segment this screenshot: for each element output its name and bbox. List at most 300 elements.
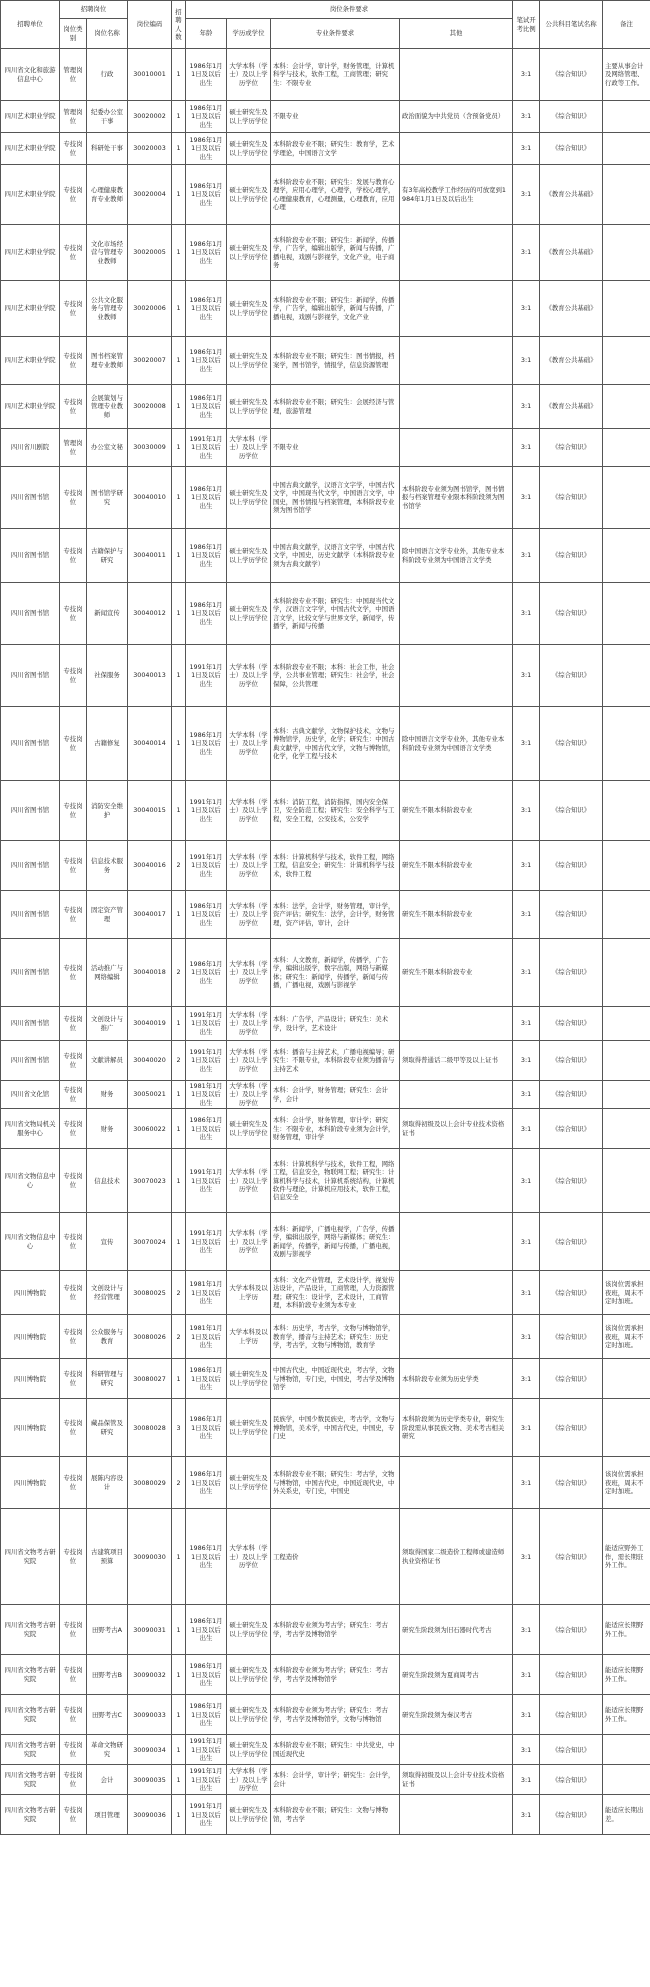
cell-age: 1986年1月1日及以后出生 — [186, 1655, 227, 1695]
cell-note — [603, 101, 650, 133]
cell-count: 1 — [172, 583, 186, 645]
cell-education: 大学本科（学士）及以上学历学位 — [227, 429, 271, 467]
cell-exam: 《综合知识》 — [540, 133, 603, 165]
cell-age: 1986年1月1日及以后出生 — [186, 467, 227, 529]
cell-unit: 四川省文物局机关服务中心 — [1, 1109, 60, 1149]
cell-exam: 《综合知识》 — [540, 1735, 603, 1765]
cell-age: 1991年1月1日及以后出生 — [186, 1149, 227, 1213]
cell-age: 1986年1月1日及以后出生 — [186, 891, 227, 939]
cell-other — [400, 49, 513, 101]
cell-other — [400, 645, 513, 707]
cell-note — [603, 429, 650, 467]
cell-code: 30040017 — [128, 891, 172, 939]
cell-education: 硕士研究生及以上学历学位 — [227, 165, 271, 225]
table-row — [1, 1213, 650, 1271]
cell-category: 专技岗位 — [60, 225, 87, 281]
cell-post-name: 活动推广与网络编辑 — [87, 939, 128, 1007]
cell-code: 30020002 — [128, 101, 172, 133]
cell-ratio: 3:1 — [513, 1605, 540, 1655]
cell-note — [603, 707, 650, 781]
cell-ratio: 3:1 — [513, 645, 540, 707]
cell-major: 本科阶段专业须为考古学；研究生：考古学，考古学及博物馆学 — [271, 1605, 400, 1655]
cell-category: 专技岗位 — [60, 1695, 87, 1735]
cell-age: 1986年1月1日及以后出生 — [186, 939, 227, 1007]
cell-ratio: 3:1 — [513, 939, 540, 1007]
table-row — [1, 1655, 650, 1695]
table-row — [1, 1109, 650, 1149]
cell-note — [603, 1149, 650, 1213]
cell-post-name: 革命文物研究 — [87, 1735, 128, 1765]
cell-count: 1 — [172, 891, 186, 939]
cell-note — [603, 281, 650, 337]
cell-post-name: 图书档案管理专业教师 — [87, 337, 128, 385]
cell-code: 30070023 — [128, 1149, 172, 1213]
cell-post-name: 文献讲解员 — [87, 1041, 128, 1081]
cell-note — [603, 529, 650, 583]
cell-ratio: 3:1 — [513, 1081, 540, 1109]
cell-major: 本科阶段专业不限；研究生：发展与教育心理学，应用心理学，心理学，学校心理学，心理健康教育，心理测量，心理教育，应用心理 — [271, 165, 400, 225]
cell-category: 专技岗位 — [60, 165, 87, 225]
cell-post-name: 文创设计与经营管理 — [87, 1271, 128, 1315]
cell-exam: 《综合知识》 — [540, 1149, 603, 1213]
cell-post-name: 固定资产管理 — [87, 891, 128, 939]
cell-code: 30090036 — [128, 1795, 172, 1835]
cell-note: 能适应长期野外工作。 — [603, 1605, 650, 1655]
cell-other — [400, 429, 513, 467]
cell-ratio: 3:1 — [513, 1735, 540, 1765]
cell-note — [603, 385, 650, 429]
cell-ratio: 3:1 — [513, 1041, 540, 1081]
cell-unit: 四川省文物考古研究院 — [1, 1509, 60, 1605]
cell-post-name: 古籍修复 — [87, 707, 128, 781]
cell-count: 1 — [172, 49, 186, 101]
cell-unit: 四川艺术职业学院 — [1, 165, 60, 225]
cell-other: 有3年高校教学工作经历的可放宽到1984年1月1日及以后出生 — [400, 165, 513, 225]
cell-age: 1986年1月1日及以后出生 — [186, 1457, 227, 1509]
cell-post-name: 新闻宣传 — [87, 583, 128, 645]
cell-ratio: 3:1 — [513, 385, 540, 429]
cell-count: 1 — [172, 1509, 186, 1605]
cell-unit: 四川省文物考古研究院 — [1, 1735, 60, 1765]
cell-unit: 四川博物院 — [1, 1315, 60, 1359]
cell-exam: 《综合知识》 — [540, 707, 603, 781]
cell-code: 30080025 — [128, 1271, 172, 1315]
cell-category: 专技岗位 — [60, 467, 87, 529]
cell-exam: 《综合知识》 — [540, 1007, 603, 1041]
cell-count: 1 — [172, 1081, 186, 1109]
cell-education: 硕士研究生及以上学历学位 — [227, 467, 271, 529]
cell-major: 民族学，中国少数民族史，考古学，文物与博物馆，美术学，中国古代史，中国史，专门史 — [271, 1399, 400, 1457]
cell-unit: 四川博物院 — [1, 1359, 60, 1399]
cell-education: 大学本科（学士）及以上学历学位 — [227, 1041, 271, 1081]
cell-ratio: 3:1 — [513, 1109, 540, 1149]
header-major: 专业条件要求 — [271, 19, 400, 49]
cell-ratio: 3:1 — [513, 1213, 540, 1271]
table-row — [1, 645, 650, 707]
cell-education: 大学本科（学士）及以上学历学位 — [227, 939, 271, 1007]
cell-count: 1 — [172, 101, 186, 133]
table-row — [1, 1735, 650, 1765]
cell-unit: 四川艺术职业学院 — [1, 133, 60, 165]
cell-note — [603, 891, 650, 939]
cell-other — [400, 337, 513, 385]
cell-ratio: 3:1 — [513, 165, 540, 225]
table-body — [1, 49, 650, 1835]
cell-note — [603, 781, 650, 841]
cell-other — [400, 1007, 513, 1041]
cell-other — [400, 1795, 513, 1835]
cell-other: 研究生不限本科阶段专业 — [400, 891, 513, 939]
cell-education: 硕士研究生及以上学历学位 — [227, 1359, 271, 1399]
cell-code: 30020003 — [128, 133, 172, 165]
cell-note — [603, 939, 650, 1007]
cell-exam: 《综合知识》 — [540, 1765, 603, 1795]
cell-post-name: 古建筑项目预算 — [87, 1509, 128, 1605]
cell-code: 30040011 — [128, 529, 172, 583]
cell-note — [603, 337, 650, 385]
cell-unit: 四川省图书馆 — [1, 781, 60, 841]
cell-unit: 四川艺术职业学院 — [1, 225, 60, 281]
cell-age: 1986年1月1日及以后出生 — [186, 1109, 227, 1149]
cell-major: 本科阶段专业不限；研究生：图书情报，档案学，图书馆学，情报学，信息资源管理 — [271, 337, 400, 385]
cell-post-name: 办公室文秘 — [87, 429, 128, 467]
cell-ratio: 3:1 — [513, 583, 540, 645]
cell-age: 1991年1月1日及以后出生 — [186, 1213, 227, 1271]
cell-education: 大学本科（学士）及以上学历学位 — [227, 891, 271, 939]
cell-education: 硕士研究生及以上学历学位 — [227, 1735, 271, 1765]
cell-category: 专技岗位 — [60, 707, 87, 781]
table-row — [1, 1605, 650, 1655]
cell-code: 30040014 — [128, 707, 172, 781]
cell-unit: 四川博物院 — [1, 1457, 60, 1509]
cell-code: 30040019 — [128, 1007, 172, 1041]
cell-exam: 《综合知识》 — [540, 1315, 603, 1359]
cell-unit: 四川博物院 — [1, 1399, 60, 1457]
cell-note — [603, 841, 650, 891]
cell-education: 大学本科（学士）及以上学历学位 — [227, 1007, 271, 1041]
cell-ratio: 3:1 — [513, 707, 540, 781]
table-header — [1, 1, 650, 49]
cell-code: 30080027 — [128, 1359, 172, 1399]
cell-category: 专技岗位 — [60, 1109, 87, 1149]
cell-category: 专技岗位 — [60, 1795, 87, 1835]
cell-education: 硕士研究生及以上学历学位 — [227, 583, 271, 645]
cell-education: 大学本科（学士）及以上学历学位 — [227, 781, 271, 841]
cell-post-name: 社保服务 — [87, 645, 128, 707]
cell-code: 30060022 — [128, 1109, 172, 1149]
cell-code: 30040010 — [128, 467, 172, 529]
cell-major: 本科阶段专业须为考古学；研究生：考古学，考古学及博物馆学 — [271, 1655, 400, 1695]
cell-exam: 《综合知识》 — [540, 781, 603, 841]
cell-post-name: 古籍保护与研究 — [87, 529, 128, 583]
cell-post-name: 田野考古A — [87, 1605, 128, 1655]
cell-category: 专技岗位 — [60, 645, 87, 707]
header-education: 学历或学位 — [227, 19, 271, 49]
cell-exam: 《综合知识》 — [540, 939, 603, 1007]
header-exam: 公共科目笔试名称 — [540, 1, 603, 49]
header-ratio: 笔试开考比例 — [513, 1, 540, 49]
cell-post-name: 信息技术服务 — [87, 841, 128, 891]
cell-category: 专技岗位 — [60, 1149, 87, 1213]
cell-count: 1 — [172, 1007, 186, 1041]
cell-age: 1991年1月1日及以后出生 — [186, 645, 227, 707]
cell-education: 硕士研究生及以上学历学位 — [227, 1605, 271, 1655]
table-row — [1, 165, 650, 225]
cell-age: 1991年1月1日及以后出生 — [186, 1735, 227, 1765]
table-row — [1, 841, 650, 891]
cell-note — [603, 645, 650, 707]
cell-category: 专技岗位 — [60, 1735, 87, 1765]
table-row — [1, 225, 650, 281]
cell-unit: 四川省文化和旅游信息中心 — [1, 49, 60, 101]
cell-age: 1981年1月1日及以后出生 — [186, 1081, 227, 1109]
cell-category: 管理岗位 — [60, 429, 87, 467]
cell-other: 研究生不限本科阶段专业 — [400, 939, 513, 1007]
cell-ratio: 3:1 — [513, 429, 540, 467]
cell-exam: 《综合知识》 — [540, 1399, 603, 1457]
cell-ratio: 3:1 — [513, 841, 540, 891]
cell-post-name: 信息技术 — [87, 1149, 128, 1213]
cell-code: 30090031 — [128, 1605, 172, 1655]
cell-exam: 《综合知识》 — [540, 841, 603, 891]
table-row — [1, 337, 650, 385]
cell-post-name: 图书馆学研究 — [87, 467, 128, 529]
cell-age: 1981年1月1日及以后出生 — [186, 1315, 227, 1359]
cell-post-name: 消防安全维护 — [87, 781, 128, 841]
cell-unit: 四川省文物考古研究院 — [1, 1765, 60, 1795]
cell-category: 管理岗位 — [60, 49, 87, 101]
cell-code: 30040012 — [128, 583, 172, 645]
cell-ratio: 3:1 — [513, 1509, 540, 1605]
header-requirements: 岗位条件要求 — [186, 1, 513, 19]
table-row — [1, 385, 650, 429]
cell-ratio: 3:1 — [513, 1007, 540, 1041]
cell-category: 专技岗位 — [60, 583, 87, 645]
cell-ratio: 3:1 — [513, 891, 540, 939]
cell-age: 1991年1月1日及以后出生 — [186, 841, 227, 891]
table-row — [1, 467, 650, 529]
cell-other: 须取得普通话二级甲等及以上证书 — [400, 1041, 513, 1081]
cell-unit: 四川省图书馆 — [1, 707, 60, 781]
cell-unit: 四川省文物考古研究院 — [1, 1795, 60, 1835]
cell-other: 除中国语言文学专业外，其他专业本科阶段专业须为中国语言文学类 — [400, 707, 513, 781]
table-row — [1, 891, 650, 939]
cell-other: 须取得国家二级造价工程师或建造师执业资格证书 — [400, 1509, 513, 1605]
cell-other — [400, 281, 513, 337]
cell-count: 1 — [172, 1605, 186, 1655]
cell-count: 1 — [172, 1765, 186, 1795]
cell-other — [400, 1457, 513, 1509]
cell-note — [603, 1765, 650, 1795]
cell-age: 1986年1月1日及以后出生 — [186, 385, 227, 429]
cell-ratio: 3:1 — [513, 467, 540, 529]
cell-note — [603, 1399, 650, 1457]
cell-unit: 四川省图书馆 — [1, 1041, 60, 1081]
cell-exam: 《综合知识》 — [540, 645, 603, 707]
cell-code: 30030009 — [128, 429, 172, 467]
cell-exam: 《综合知识》 — [540, 429, 603, 467]
table-row — [1, 1399, 650, 1457]
table-row — [1, 1041, 650, 1081]
cell-category: 专技岗位 — [60, 385, 87, 429]
cell-exam: 《综合知识》 — [540, 467, 603, 529]
cell-major: 本科阶段专业不限；研究生：文物与博物馆，考古学 — [271, 1795, 400, 1835]
cell-post-name: 会展策划与管理专业教师 — [87, 385, 128, 429]
cell-education: 大学本科及以上学历 — [227, 1271, 271, 1315]
cell-post-name: 公众服务与教育 — [87, 1315, 128, 1359]
cell-note — [603, 1041, 650, 1081]
cell-ratio: 3:1 — [513, 1765, 540, 1795]
cell-count: 1 — [172, 1695, 186, 1735]
cell-ratio: 3:1 — [513, 1795, 540, 1835]
cell-code: 30090030 — [128, 1509, 172, 1605]
cell-ratio: 3:1 — [513, 1149, 540, 1213]
cell-post-name: 心理健康教育专业教师 — [87, 165, 128, 225]
cell-code: 30020004 — [128, 165, 172, 225]
cell-category: 专技岗位 — [60, 281, 87, 337]
cell-category: 专技岗位 — [60, 337, 87, 385]
cell-age: 1986年1月1日及以后出生 — [186, 1359, 227, 1399]
cell-age: 1991年1月1日及以后出生 — [186, 781, 227, 841]
cell-code: 30040013 — [128, 645, 172, 707]
cell-age: 1986年1月1日及以后出生 — [186, 165, 227, 225]
cell-category: 专技岗位 — [60, 939, 87, 1007]
cell-category: 专技岗位 — [60, 781, 87, 841]
table-row — [1, 1149, 650, 1213]
cell-ratio: 3:1 — [513, 1271, 540, 1315]
cell-category: 专技岗位 — [60, 841, 87, 891]
cell-other: 须取得初级及以上会计专业技术资格证书 — [400, 1109, 513, 1149]
cell-education: 大学本科（学士）及以上学历学位 — [227, 707, 271, 781]
cell-count: 1 — [172, 467, 186, 529]
cell-major: 本科阶段专业不限；本科：社会工作，社会学，公共事业管理；研究生：社会学，社会保障，公共管理 — [271, 645, 400, 707]
cell-age: 1991年1月1日及以后出生 — [186, 1765, 227, 1795]
cell-age: 1986年1月1日及以后出生 — [186, 337, 227, 385]
cell-age: 1991年1月1日及以后出生 — [186, 429, 227, 467]
cell-exam: 《综合知识》 — [540, 49, 603, 101]
cell-major: 本科：计算机科学与技术，软件工程，网络工程，信息安全，物联网工程；研究生：计算机科学与技术，计算机系统结构，计算机软件与理论，计算机应用技术，软件工程，信息安全 — [271, 1149, 400, 1213]
cell-count: 1 — [172, 281, 186, 337]
table-row — [1, 1271, 650, 1315]
cell-note — [603, 583, 650, 645]
cell-post-name: 财务 — [87, 1081, 128, 1109]
cell-code: 30080026 — [128, 1315, 172, 1359]
cell-exam: 《教育公共基础》 — [540, 337, 603, 385]
cell-age: 1991年1月1日及以后出生 — [186, 1007, 227, 1041]
cell-code: 30010001 — [128, 49, 172, 101]
cell-age: 1986年1月1日及以后出生 — [186, 225, 227, 281]
cell-ratio: 3:1 — [513, 1655, 540, 1695]
cell-post-name: 会计 — [87, 1765, 128, 1795]
cell-category: 管理岗位 — [60, 101, 87, 133]
cell-category: 专技岗位 — [60, 1213, 87, 1271]
header-note: 备注 — [603, 1, 650, 49]
cell-exam: 《综合知识》 — [540, 1213, 603, 1271]
cell-count: 2 — [172, 841, 186, 891]
cell-code: 30040020 — [128, 1041, 172, 1081]
header-category: 岗位类别 — [60, 19, 87, 49]
cell-exam: 《综合知识》 — [540, 1109, 603, 1149]
cell-education: 大学本科（学士）及以上学历学位 — [227, 1149, 271, 1213]
table-row — [1, 1457, 650, 1509]
table-row — [1, 529, 650, 583]
cell-major: 本科：历史学，考古学，文物与博物馆学，教育学，播音与主持艺术；研究生：历史学，考古学，文物与博物馆，教育学 — [271, 1315, 400, 1359]
cell-post-name: 文化市场经营与管理专业教师 — [87, 225, 128, 281]
header-count: 招聘人数 — [172, 1, 186, 49]
cell-unit: 四川省图书馆 — [1, 467, 60, 529]
cell-category: 专技岗位 — [60, 1399, 87, 1457]
cell-education: 大学本科（学士）及以上学历学位 — [227, 645, 271, 707]
cell-exam: 《教育公共基础》 — [540, 165, 603, 225]
cell-ratio: 3:1 — [513, 49, 540, 101]
cell-education: 大学本科（学士）及以上学历学位 — [227, 1213, 271, 1271]
cell-education: 硕士研究生及以上学历学位 — [227, 1457, 271, 1509]
cell-other — [400, 583, 513, 645]
cell-count: 3 — [172, 1399, 186, 1457]
cell-post-name: 项目管理 — [87, 1795, 128, 1835]
cell-count: 2 — [172, 1271, 186, 1315]
cell-code: 30020008 — [128, 385, 172, 429]
table-row — [1, 1315, 650, 1359]
cell-education: 大学本科（学士）及以上学历学位 — [227, 49, 271, 101]
cell-category: 专技岗位 — [60, 891, 87, 939]
cell-code: 30080029 — [128, 1457, 172, 1509]
cell-code: 30040015 — [128, 781, 172, 841]
cell-code: 30090032 — [128, 1655, 172, 1695]
cell-major: 本科阶段专业不限；研究生：考古学，文物与博物馆，中国古代史，中国近现代史，中外关系史，专门史，中国史 — [271, 1457, 400, 1509]
cell-ratio: 3:1 — [513, 1315, 540, 1359]
cell-exam: 《综合知识》 — [540, 529, 603, 583]
cell-exam: 《综合知识》 — [540, 1359, 603, 1399]
cell-education: 硕士研究生及以上学历学位 — [227, 1795, 271, 1835]
cell-major: 本科：会计学，审计学，财务管理，计算机科学与技术，软件工程，工商管理；研究生：不限专业 — [271, 49, 400, 101]
cell-exam: 《综合知识》 — [540, 1457, 603, 1509]
cell-unit: 四川省文物考古研究院 — [1, 1695, 60, 1735]
cell-age: 1981年1月1日及以后出生 — [186, 1271, 227, 1315]
header-unit: 招聘单位 — [1, 1, 60, 49]
cell-note — [603, 1109, 650, 1149]
cell-major: 中国古典文献学，汉语言文字学，中国古代文学，中国现当代文学，中国语言文学，中国史，图书情报与档案管理，本科阶段专业须为图书馆学 — [271, 467, 400, 529]
cell-count: 1 — [172, 133, 186, 165]
cell-major: 本科：计算机科学与技术，软件工程，网络工程，信息安全；研究生：计算机科学与技术，软件工程 — [271, 841, 400, 891]
cell-education: 硕士研究生及以上学历学位 — [227, 385, 271, 429]
cell-education: 硕士研究生及以上学历学位 — [227, 1655, 271, 1695]
header-age: 年龄 — [186, 19, 227, 49]
cell-exam: 《综合知识》 — [540, 1695, 603, 1735]
cell-age: 1986年1月1日及以后出生 — [186, 133, 227, 165]
cell-note: 能适应野外工作，需长期驻外工作。 — [603, 1509, 650, 1605]
table-row — [1, 583, 650, 645]
cell-other — [400, 1149, 513, 1213]
cell-education: 大学本科（学士）及以上学历学位 — [227, 1509, 271, 1605]
cell-age: 1986年1月1日及以后出生 — [186, 529, 227, 583]
cell-category: 专技岗位 — [60, 133, 87, 165]
cell-major: 本科阶段专业不限；研究生：中国现当代文学，汉语言文字学，中国古代文学，中国语言文学，比较文学与世界文学，新闻学，传播学，新闻与传播 — [271, 583, 400, 645]
cell-count: 1 — [172, 1213, 186, 1271]
cell-unit: 四川艺术职业学院 — [1, 385, 60, 429]
cell-major: 本科阶段专业须为考古学；研究生：考古学，考古学及博物馆学，文物与博物馆 — [271, 1695, 400, 1735]
cell-ratio: 3:1 — [513, 101, 540, 133]
cell-category: 专技岗位 — [60, 1041, 87, 1081]
cell-count: 1 — [172, 1735, 186, 1765]
cell-count: 1 — [172, 529, 186, 583]
cell-exam: 《综合知识》 — [540, 891, 603, 939]
cell-education: 硕士研究生及以上学历学位 — [227, 529, 271, 583]
cell-unit: 四川省川剧院 — [1, 429, 60, 467]
table-row — [1, 781, 650, 841]
cell-exam: 《教育公共基础》 — [540, 385, 603, 429]
cell-code: 30050021 — [128, 1081, 172, 1109]
